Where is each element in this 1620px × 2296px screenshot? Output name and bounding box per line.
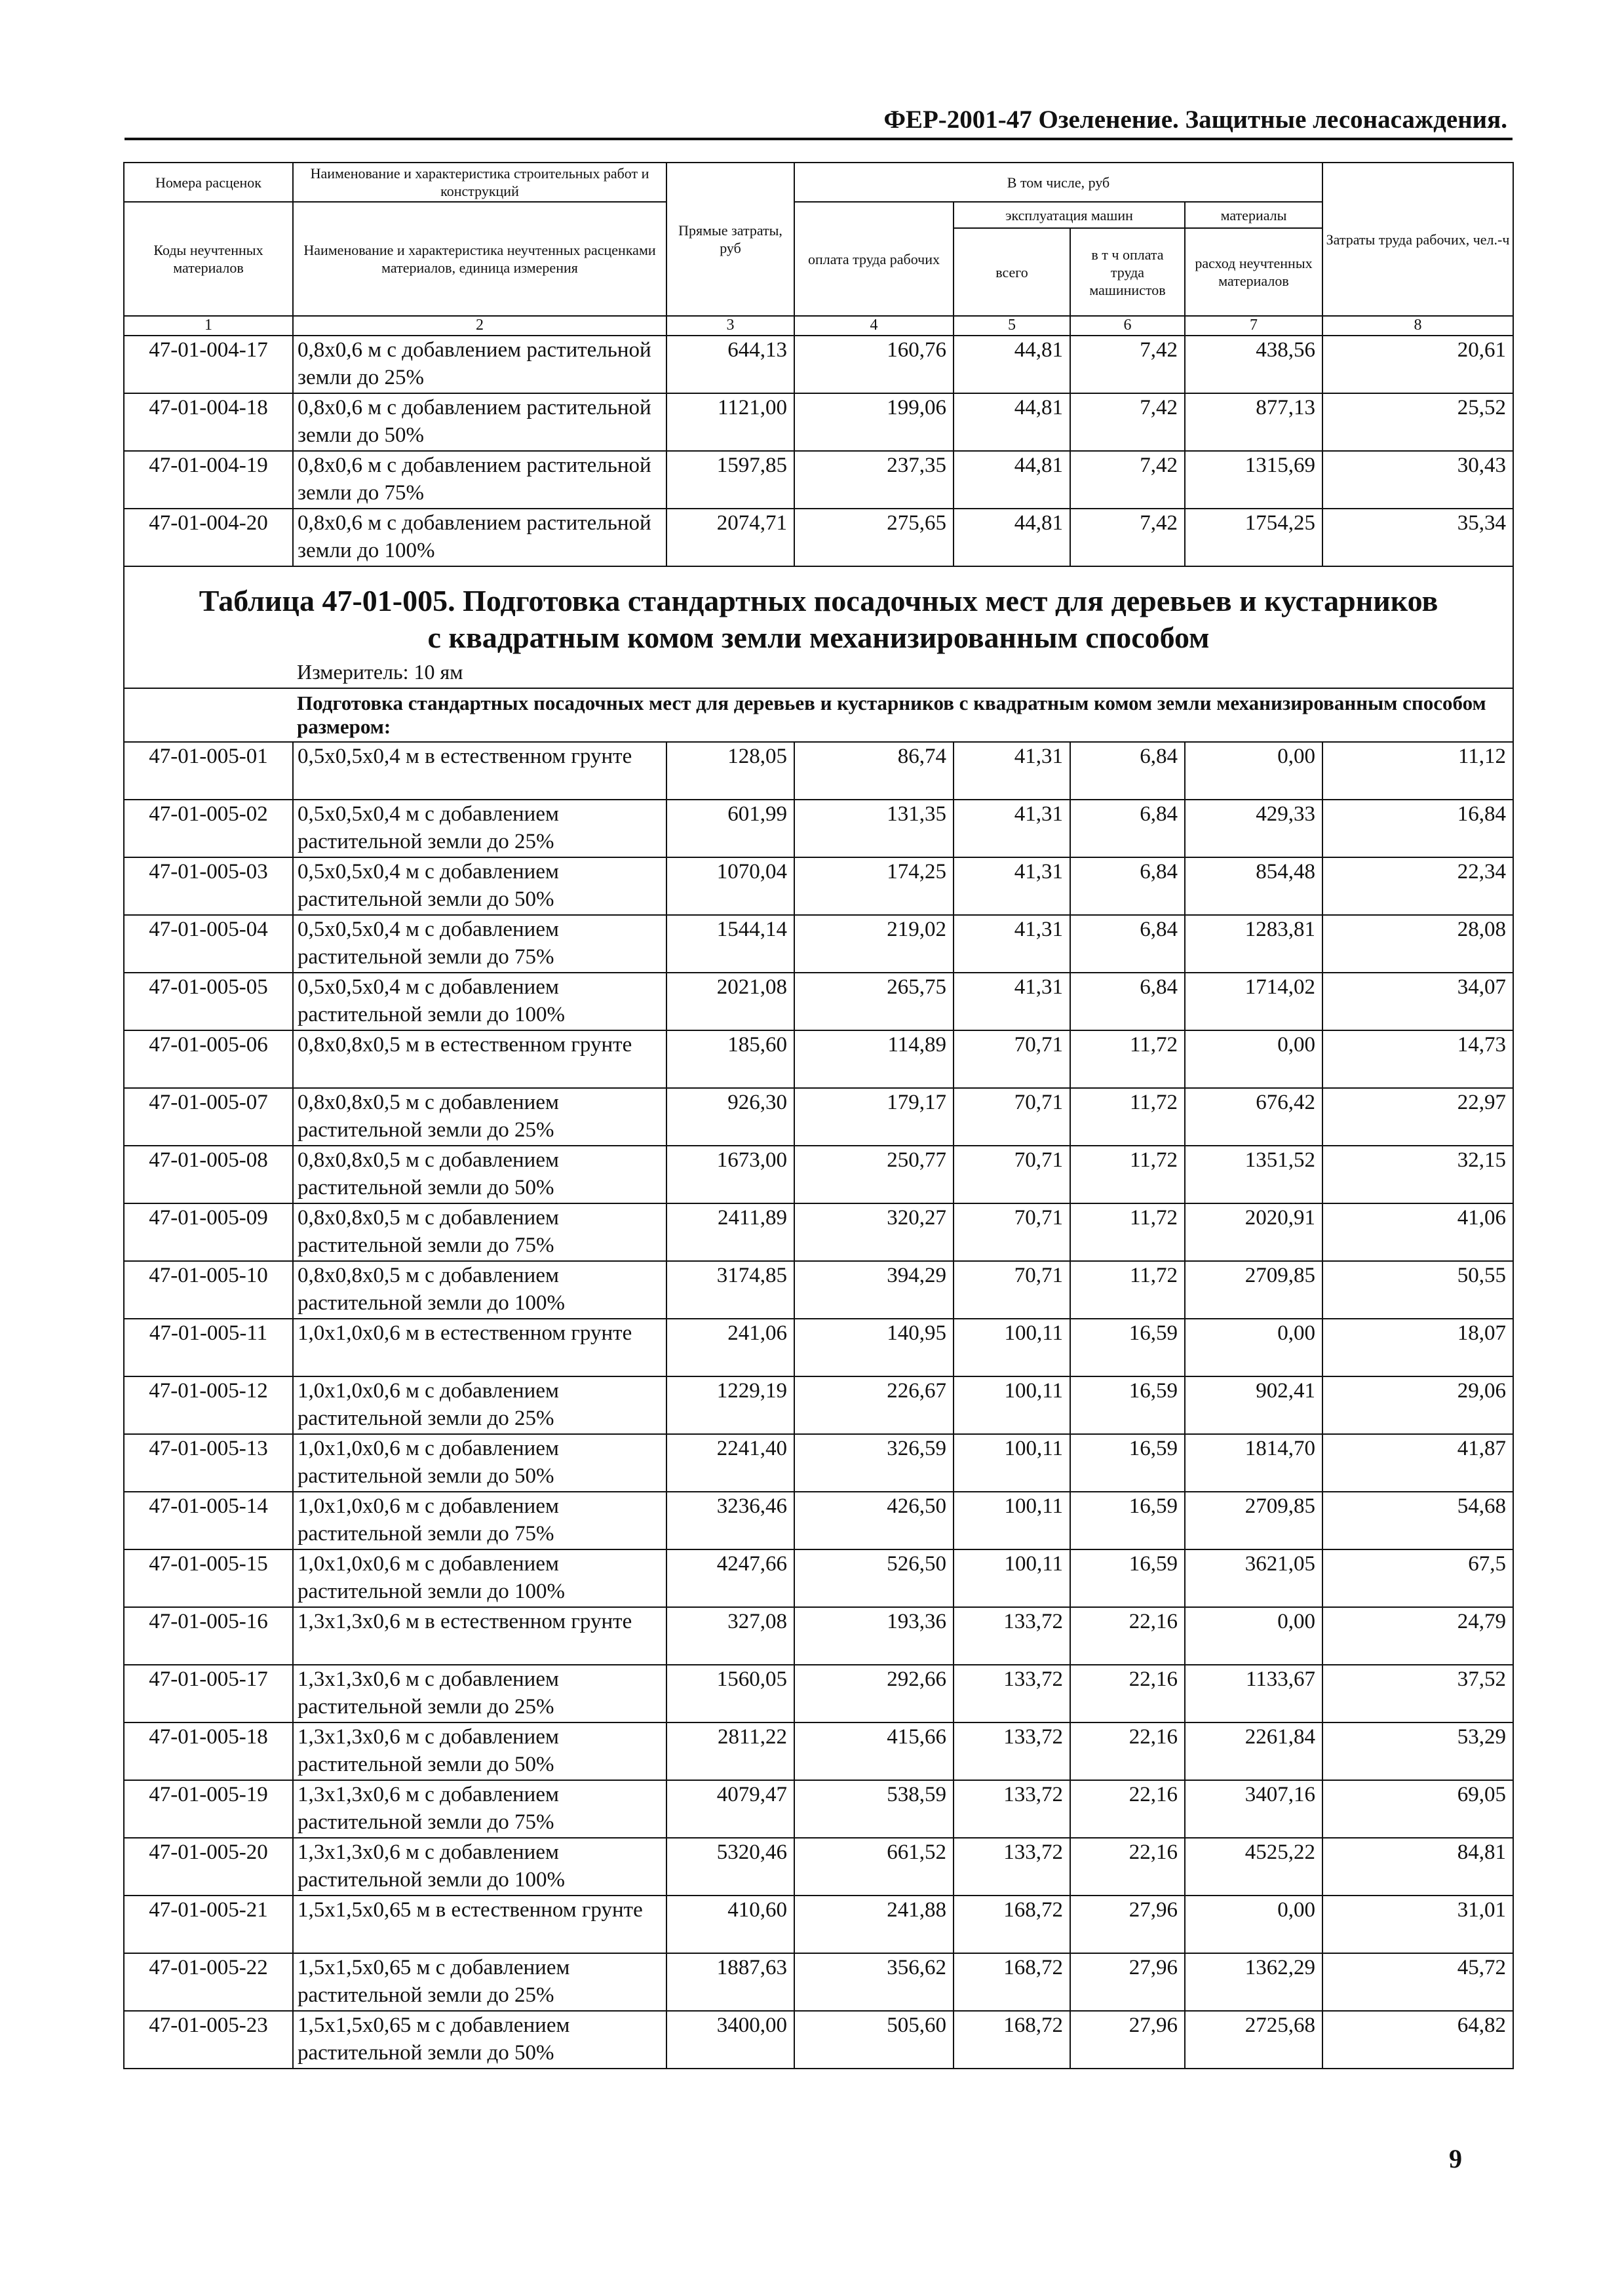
labor-hours-value: 41,87 xyxy=(1322,1434,1513,1492)
work-description: 0,5х0,5х0,4 м с добавлением растительной земли до 75% xyxy=(293,915,666,973)
work-description: 1,0х1,0х0,6 м с добавлением растительной земли до 50% xyxy=(293,1434,666,1492)
machinist-pay-value: 7,42 xyxy=(1070,451,1185,509)
machinist-pay-value: 6,84 xyxy=(1070,915,1185,973)
labor-hours-value: 54,68 xyxy=(1322,1492,1513,1549)
labor-hours-value: 35,34 xyxy=(1322,509,1513,566)
labor-pay-value: 275,65 xyxy=(794,509,954,566)
labor-hours-value: 29,06 xyxy=(1322,1376,1513,1434)
rate-code: 47-01-005-07 xyxy=(124,1088,293,1146)
table-row xyxy=(124,1261,1513,1319)
measure-row xyxy=(124,656,1513,688)
machinist-pay-value: 6,84 xyxy=(1070,742,1185,800)
labor-pay-value: 250,77 xyxy=(794,1146,954,1203)
machinist-pay-value: 16,59 xyxy=(1070,1549,1185,1607)
work-description: 1,3х1,3х0,6 м с добавлением растительной земли до 100% xyxy=(293,1838,666,1896)
labor-hours-value: 31,01 xyxy=(1322,1896,1513,1953)
machinist-pay-value: 22,16 xyxy=(1070,1838,1185,1896)
section-title xyxy=(124,580,1513,656)
table-row xyxy=(124,1722,1513,1780)
machine-total-value: 44,81 xyxy=(954,509,1070,566)
rate-code: 47-01-005-11 xyxy=(124,1319,293,1376)
labor-pay-value: 199,06 xyxy=(794,393,954,451)
machine-total-value: 70,71 xyxy=(954,1088,1070,1146)
rate-code: 47-01-005-21 xyxy=(124,1896,293,1953)
rate-code: 47-01-005-06 xyxy=(124,1030,293,1088)
column-number: 2 xyxy=(293,316,666,336)
machinist-pay-value: 16,59 xyxy=(1070,1434,1185,1492)
direct-costs-value: 644,13 xyxy=(666,336,794,393)
labor-pay-value: 86,74 xyxy=(794,742,954,800)
labor-hours-value: 16,84 xyxy=(1322,800,1513,857)
table-row xyxy=(124,393,1513,451)
work-description: 1,0х1,0х0,6 м с добавлением растительной земли до 25% xyxy=(293,1376,666,1434)
table-row xyxy=(124,1665,1513,1722)
table-row xyxy=(124,1203,1513,1261)
table-row xyxy=(124,336,1513,393)
work-description: 0,5х0,5х0,4 м с добавлением растительной земли до 25% xyxy=(293,800,666,857)
labor-hours-value: 84,81 xyxy=(1322,1838,1513,1896)
labor-hours-value: 20,61 xyxy=(1322,336,1513,393)
table-row xyxy=(124,1319,1513,1376)
labor-pay-value: 237,35 xyxy=(794,451,954,509)
machinist-pay-value: 22,16 xyxy=(1070,1665,1185,1722)
rate-code: 47-01-005-15 xyxy=(124,1549,293,1607)
table-row xyxy=(124,509,1513,566)
machine-total-value: 133,72 xyxy=(954,1780,1070,1838)
table-row xyxy=(124,1896,1513,1953)
materials-value: 1315,69 xyxy=(1185,451,1322,509)
machinist-pay-value: 7,42 xyxy=(1070,393,1185,451)
work-description: 0,8х0,6 м с добавлением растительной земли до 50% xyxy=(293,393,666,451)
machine-total-value: 41,31 xyxy=(954,857,1070,915)
materials-value: 676,42 xyxy=(1185,1088,1322,1146)
work-description: 1,5х1,5х0,65 м с добавлением растительной земли до 25% xyxy=(293,1953,666,2011)
header-machine-operation: эксплуатация машин xyxy=(954,202,1185,228)
materials-value: 3407,16 xyxy=(1185,1780,1322,1838)
direct-costs-value: 1887,63 xyxy=(666,1953,794,2011)
column-number: 4 xyxy=(794,316,954,336)
materials-value: 1754,25 xyxy=(1185,509,1322,566)
machinist-pay-value: 11,72 xyxy=(1070,1088,1185,1146)
table-row xyxy=(124,1030,1513,1088)
direct-costs-value: 4247,66 xyxy=(666,1549,794,1607)
labor-pay-value: 179,17 xyxy=(794,1088,954,1146)
rate-code: 47-01-004-19 xyxy=(124,451,293,509)
direct-costs-value: 2811,22 xyxy=(666,1722,794,1780)
table-row xyxy=(124,1549,1513,1607)
work-description: 1,5х1,5х0,65 м с добавлением растительной земли до 50% xyxy=(293,2011,666,2069)
rate-code: 47-01-005-18 xyxy=(124,1722,293,1780)
work-description: 0,8х0,8х0,5 м с добавлением растительной земли до 100% xyxy=(293,1261,666,1319)
materials-value: 1814,70 xyxy=(1185,1434,1322,1492)
machinist-pay-value: 27,96 xyxy=(1070,2011,1185,2069)
work-description: 0,5х0,5х0,4 м в естественном грунте xyxy=(293,742,666,800)
direct-costs-value: 3236,46 xyxy=(666,1492,794,1549)
table-row xyxy=(124,1780,1513,1838)
labor-hours-value: 45,72 xyxy=(1322,1953,1513,2011)
rate-code: 47-01-005-12 xyxy=(124,1376,293,1434)
section-title-row xyxy=(124,580,1513,656)
labor-hours-value: 18,07 xyxy=(1322,1319,1513,1376)
machine-total-value: 70,71 xyxy=(954,1203,1070,1261)
materials-value: 1714,02 xyxy=(1185,973,1322,1030)
rate-code: 47-01-005-08 xyxy=(124,1146,293,1203)
materials-value: 1133,67 xyxy=(1185,1665,1322,1722)
direct-costs-value: 3174,85 xyxy=(666,1261,794,1319)
machine-total-value: 44,81 xyxy=(954,451,1070,509)
column-number: 5 xyxy=(954,316,1070,336)
machine-total-value: 44,81 xyxy=(954,336,1070,393)
labor-hours-value: 30,43 xyxy=(1322,451,1513,509)
machinist-pay-value: 27,96 xyxy=(1070,1896,1185,1953)
direct-costs-value: 1560,05 xyxy=(666,1665,794,1722)
table-row xyxy=(124,915,1513,973)
machine-total-value: 100,11 xyxy=(954,1376,1070,1434)
labor-hours-value: 28,08 xyxy=(1322,915,1513,973)
labor-hours-value: 32,15 xyxy=(1322,1146,1513,1203)
rate-code: 47-01-005-09 xyxy=(124,1203,293,1261)
column-number: 1 xyxy=(124,316,293,336)
machine-total-value: 44,81 xyxy=(954,393,1070,451)
work-description: 0,8х0,6 м с добавлением растительной земли до 25% xyxy=(293,336,666,393)
header-machine-total: всего xyxy=(954,228,1070,316)
labor-pay-value: 538,59 xyxy=(794,1780,954,1838)
labor-pay-value: 320,27 xyxy=(794,1203,954,1261)
price-table xyxy=(123,162,1514,2069)
section-measure: Измеритель: 10 ям xyxy=(293,656,1513,688)
labor-pay-value: 292,66 xyxy=(794,1665,954,1722)
labor-pay-value: 241,88 xyxy=(794,1896,954,1953)
header-codes-top: Номера расценок xyxy=(124,163,293,202)
machine-total-value: 41,31 xyxy=(954,973,1070,1030)
materials-value: 0,00 xyxy=(1185,1896,1322,1953)
labor-hours-value: 34,07 xyxy=(1322,973,1513,1030)
column-number-row xyxy=(124,316,1513,336)
direct-costs-value: 1070,04 xyxy=(666,857,794,915)
rate-code: 47-01-004-18 xyxy=(124,393,293,451)
table-row xyxy=(124,800,1513,857)
materials-value: 0,00 xyxy=(1185,1319,1322,1376)
labor-pay-value: 160,76 xyxy=(794,336,954,393)
header-materials-unaccounted: расход неучтенных материалов xyxy=(1185,228,1322,316)
materials-value: 438,56 xyxy=(1185,336,1322,393)
direct-costs-value: 2411,89 xyxy=(666,1203,794,1261)
machine-total-value: 100,11 xyxy=(954,1549,1070,1607)
table-row xyxy=(124,1492,1513,1549)
direct-costs-value: 3400,00 xyxy=(666,2011,794,2069)
rate-code: 47-01-005-01 xyxy=(124,742,293,800)
direct-costs-value: 1597,85 xyxy=(666,451,794,509)
table-row xyxy=(124,1607,1513,1665)
rate-code: 47-01-005-14 xyxy=(124,1492,293,1549)
machinist-pay-value: 11,72 xyxy=(1070,1261,1185,1319)
labor-hours-value: 25,52 xyxy=(1322,393,1513,451)
materials-value: 877,13 xyxy=(1185,393,1322,451)
materials-value: 2709,85 xyxy=(1185,1261,1322,1319)
machinist-pay-value: 22,16 xyxy=(1070,1607,1185,1665)
machine-total-value: 100,11 xyxy=(954,1492,1070,1549)
header-including: В том числе, руб xyxy=(794,163,1322,202)
machine-total-value: 133,72 xyxy=(954,1665,1070,1722)
table-row xyxy=(124,1146,1513,1203)
section-title-line2: с квадратным комом земли механизированным способом xyxy=(427,621,1210,654)
direct-costs-value: 2074,71 xyxy=(666,509,794,566)
rate-code: 47-01-004-20 xyxy=(124,509,293,566)
header-machine-labor: в т ч оплата труда машинистов xyxy=(1070,228,1185,316)
rate-code: 47-01-005-16 xyxy=(124,1607,293,1665)
machinist-pay-value: 6,84 xyxy=(1070,973,1185,1030)
machine-total-value: 70,71 xyxy=(954,1030,1070,1088)
direct-costs-value: 1229,19 xyxy=(666,1376,794,1434)
section-title-line1: Таблица 47-01-005. Подготовка стандартных посадочных мест для деревьев и кустарников xyxy=(199,584,1438,617)
work-description: 0,8х0,8х0,5 м с добавлением растительной земли до 25% xyxy=(293,1088,666,1146)
machinist-pay-value: 11,72 xyxy=(1070,1203,1185,1261)
work-description: 0,8х0,6 м с добавлением растительной земли до 100% xyxy=(293,509,666,566)
machinist-pay-value: 16,59 xyxy=(1070,1319,1185,1376)
direct-costs-value: 926,30 xyxy=(666,1088,794,1146)
running-header: ФЕР-2001-47 Озеленение. Защитные лесонасаждения. xyxy=(883,106,1507,134)
machine-total-value: 133,72 xyxy=(954,1607,1070,1665)
work-description: 1,0х1,0х0,6 м в естественном грунте xyxy=(293,1319,666,1376)
labor-hours-value: 64,82 xyxy=(1322,2011,1513,2069)
section-gap xyxy=(124,566,1513,580)
work-description: 1,3х1,3х0,6 м в естественном грунте xyxy=(293,1607,666,1665)
work-description: 1,3х1,3х0,6 м с добавлением растительной земли до 50% xyxy=(293,1722,666,1780)
machinist-pay-value: 22,16 xyxy=(1070,1722,1185,1780)
rate-code: 47-01-005-03 xyxy=(124,857,293,915)
machine-total-value: 133,72 xyxy=(954,1838,1070,1896)
materials-value: 1362,29 xyxy=(1185,1953,1322,2011)
materials-value: 2725,68 xyxy=(1185,2011,1322,2069)
machine-total-value: 100,11 xyxy=(954,1319,1070,1376)
machine-total-value: 41,31 xyxy=(954,742,1070,800)
direct-costs-value: 410,60 xyxy=(666,1896,794,1953)
labor-hours-value: 50,55 xyxy=(1322,1261,1513,1319)
machinist-pay-value: 22,16 xyxy=(1070,1780,1185,1838)
labor-pay-value: 505,60 xyxy=(794,2011,954,2069)
machine-total-value: 168,72 xyxy=(954,1896,1070,1953)
machinist-pay-value: 16,59 xyxy=(1070,1492,1185,1549)
materials-value: 0,00 xyxy=(1185,742,1322,800)
table-row xyxy=(124,1088,1513,1146)
header-name-top: Наименование и характеристика строительных работ и конструкций xyxy=(293,163,666,202)
materials-value: 1351,52 xyxy=(1185,1146,1322,1203)
materials-value: 4525,22 xyxy=(1185,1838,1322,1896)
machinist-pay-value: 7,42 xyxy=(1070,336,1185,393)
materials-value: 2261,84 xyxy=(1185,1722,1322,1780)
materials-value: 0,00 xyxy=(1185,1607,1322,1665)
rate-code: 47-01-005-13 xyxy=(124,1434,293,1492)
materials-value: 854,48 xyxy=(1185,857,1322,915)
labor-pay-value: 426,50 xyxy=(794,1492,954,1549)
page-number: 9 xyxy=(1449,2144,1462,2173)
labor-hours-value: 22,34 xyxy=(1322,857,1513,915)
labor-pay-value: 356,62 xyxy=(794,1953,954,2011)
direct-costs-value: 1673,00 xyxy=(666,1146,794,1203)
header-rule xyxy=(125,138,1513,140)
machine-total-value: 70,71 xyxy=(954,1261,1070,1319)
work-description: 1,3х1,3х0,6 м с добавлением растительной земли до 25% xyxy=(293,1665,666,1722)
column-number: 6 xyxy=(1070,316,1185,336)
labor-hours-value: 14,73 xyxy=(1322,1030,1513,1088)
group-heading-row xyxy=(124,688,1513,742)
direct-costs-value: 2021,08 xyxy=(666,973,794,1030)
machinist-pay-value: 27,96 xyxy=(1070,1953,1185,2011)
machine-total-value: 41,31 xyxy=(954,800,1070,857)
work-description: 0,8х0,8х0,5 м с добавлением растительной земли до 75% xyxy=(293,1203,666,1261)
machinist-pay-value: 11,72 xyxy=(1070,1030,1185,1088)
machinist-pay-value: 6,84 xyxy=(1070,800,1185,857)
labor-hours-value: 11,12 xyxy=(1322,742,1513,800)
direct-costs-value: 5320,46 xyxy=(666,1838,794,1896)
rate-code: 47-01-005-05 xyxy=(124,973,293,1030)
column-number: 8 xyxy=(1322,316,1513,336)
labor-pay-value: 226,67 xyxy=(794,1376,954,1434)
direct-costs-value: 128,05 xyxy=(666,742,794,800)
work-description: 0,8х0,8х0,5 м с добавлением растительной земли до 50% xyxy=(293,1146,666,1203)
table-row xyxy=(124,742,1513,800)
direct-costs-value: 185,60 xyxy=(666,1030,794,1088)
materials-value: 429,33 xyxy=(1185,800,1322,857)
labor-hours-value: 22,97 xyxy=(1322,1088,1513,1146)
column-number: 7 xyxy=(1185,316,1322,336)
machine-total-value: 100,11 xyxy=(954,1434,1070,1492)
work-description: 1,0х1,0х0,6 м с добавлением растительной земли до 100% xyxy=(293,1549,666,1607)
header-labor-hours: Затраты труда рабочих, чел.-ч xyxy=(1322,163,1513,316)
materials-value: 902,41 xyxy=(1185,1376,1322,1434)
table-row xyxy=(124,2011,1513,2069)
materials-value: 0,00 xyxy=(1185,1030,1322,1088)
machinist-pay-value: 7,42 xyxy=(1070,509,1185,566)
direct-costs-value: 1121,00 xyxy=(666,393,794,451)
labor-pay-value: 415,66 xyxy=(794,1722,954,1780)
machine-total-value: 41,31 xyxy=(954,915,1070,973)
header-direct-costs: Прямые затраты, руб xyxy=(666,163,794,316)
work-description: 1,0х1,0х0,6 м с добавлением растительной земли до 75% xyxy=(293,1492,666,1549)
labor-pay-value: 193,36 xyxy=(794,1607,954,1665)
header-materials: материалы xyxy=(1185,202,1322,228)
table-row xyxy=(124,1953,1513,2011)
rate-code: 47-01-005-10 xyxy=(124,1261,293,1319)
labor-pay-value: 265,75 xyxy=(794,973,954,1030)
labor-hours-value: 24,79 xyxy=(1322,1607,1513,1665)
labor-hours-value: 69,05 xyxy=(1322,1780,1513,1838)
group-heading: Подготовка стандартных посадочных мест для деревьев и кустарников с квадратным комом земли механизированным способом размером: xyxy=(293,688,1513,742)
labor-pay-value: 140,95 xyxy=(794,1319,954,1376)
labor-hours-value: 41,06 xyxy=(1322,1203,1513,1261)
labor-pay-value: 661,52 xyxy=(794,1838,954,1896)
labor-pay-value: 114,89 xyxy=(794,1030,954,1088)
direct-costs-value: 601,99 xyxy=(666,800,794,857)
machine-total-value: 168,72 xyxy=(954,1953,1070,2011)
table-row xyxy=(124,1434,1513,1492)
labor-pay-value: 394,29 xyxy=(794,1261,954,1319)
table-row xyxy=(124,1838,1513,1896)
column-number: 3 xyxy=(666,316,794,336)
rate-code: 47-01-005-02 xyxy=(124,800,293,857)
rate-code: 47-01-005-23 xyxy=(124,2011,293,2069)
labor-hours-value: 53,29 xyxy=(1322,1722,1513,1780)
rate-code: 47-01-005-20 xyxy=(124,1838,293,1896)
work-description: 1,5х1,5х0,65 м в естественном грунте xyxy=(293,1896,666,1953)
table-row xyxy=(124,1376,1513,1434)
work-description: 1,3х1,3х0,6 м с добавлением растительной земли до 75% xyxy=(293,1780,666,1838)
direct-costs-value: 4079,47 xyxy=(666,1780,794,1838)
machinist-pay-value: 6,84 xyxy=(1070,857,1185,915)
labor-pay-value: 326,59 xyxy=(794,1434,954,1492)
rate-code: 47-01-005-04 xyxy=(124,915,293,973)
labor-pay-value: 526,50 xyxy=(794,1549,954,1607)
table-row xyxy=(124,451,1513,509)
rate-code: 47-01-005-19 xyxy=(124,1780,293,1838)
header-codes-bottom: Коды неучтенных материалов xyxy=(124,202,293,316)
direct-costs-value: 2241,40 xyxy=(666,1434,794,1492)
rate-code: 47-01-005-22 xyxy=(124,1953,293,2011)
work-description: 0,5х0,5х0,4 м с добавлением растительной земли до 50% xyxy=(293,857,666,915)
rate-code: 47-01-005-17 xyxy=(124,1665,293,1722)
materials-value: 2709,85 xyxy=(1185,1492,1322,1549)
materials-value: 1283,81 xyxy=(1185,915,1322,973)
labor-pay-value: 131,35 xyxy=(794,800,954,857)
direct-costs-value: 327,08 xyxy=(666,1607,794,1665)
machine-total-value: 70,71 xyxy=(954,1146,1070,1203)
direct-costs-value: 241,06 xyxy=(666,1319,794,1376)
table-row xyxy=(124,857,1513,915)
machine-total-value: 168,72 xyxy=(954,2011,1070,2069)
work-description: 0,8х0,6 м с добавлением растительной земли до 75% xyxy=(293,451,666,509)
machine-total-value: 133,72 xyxy=(954,1722,1070,1780)
materials-value: 2020,91 xyxy=(1185,1203,1322,1261)
work-description: 0,8х0,8х0,5 м в естественном грунте xyxy=(293,1030,666,1088)
work-description: 0,5х0,5х0,4 м с добавлением растительной земли до 100% xyxy=(293,973,666,1030)
labor-pay-value: 219,02 xyxy=(794,915,954,973)
materials-value: 3621,05 xyxy=(1185,1549,1322,1607)
direct-costs-value: 1544,14 xyxy=(666,915,794,973)
header-name-bottom: Наименование и характеристика неучтенных расценками материалов, единица измерения xyxy=(293,202,666,316)
table-row xyxy=(124,973,1513,1030)
labor-pay-value: 174,25 xyxy=(794,857,954,915)
machinist-pay-value: 11,72 xyxy=(1070,1146,1185,1203)
labor-hours-value: 37,52 xyxy=(1322,1665,1513,1722)
header-labor-pay: оплата труда рабочих xyxy=(794,202,954,316)
machinist-pay-value: 16,59 xyxy=(1070,1376,1185,1434)
labor-hours-value: 67,5 xyxy=(1322,1549,1513,1607)
rate-code: 47-01-004-17 xyxy=(124,336,293,393)
